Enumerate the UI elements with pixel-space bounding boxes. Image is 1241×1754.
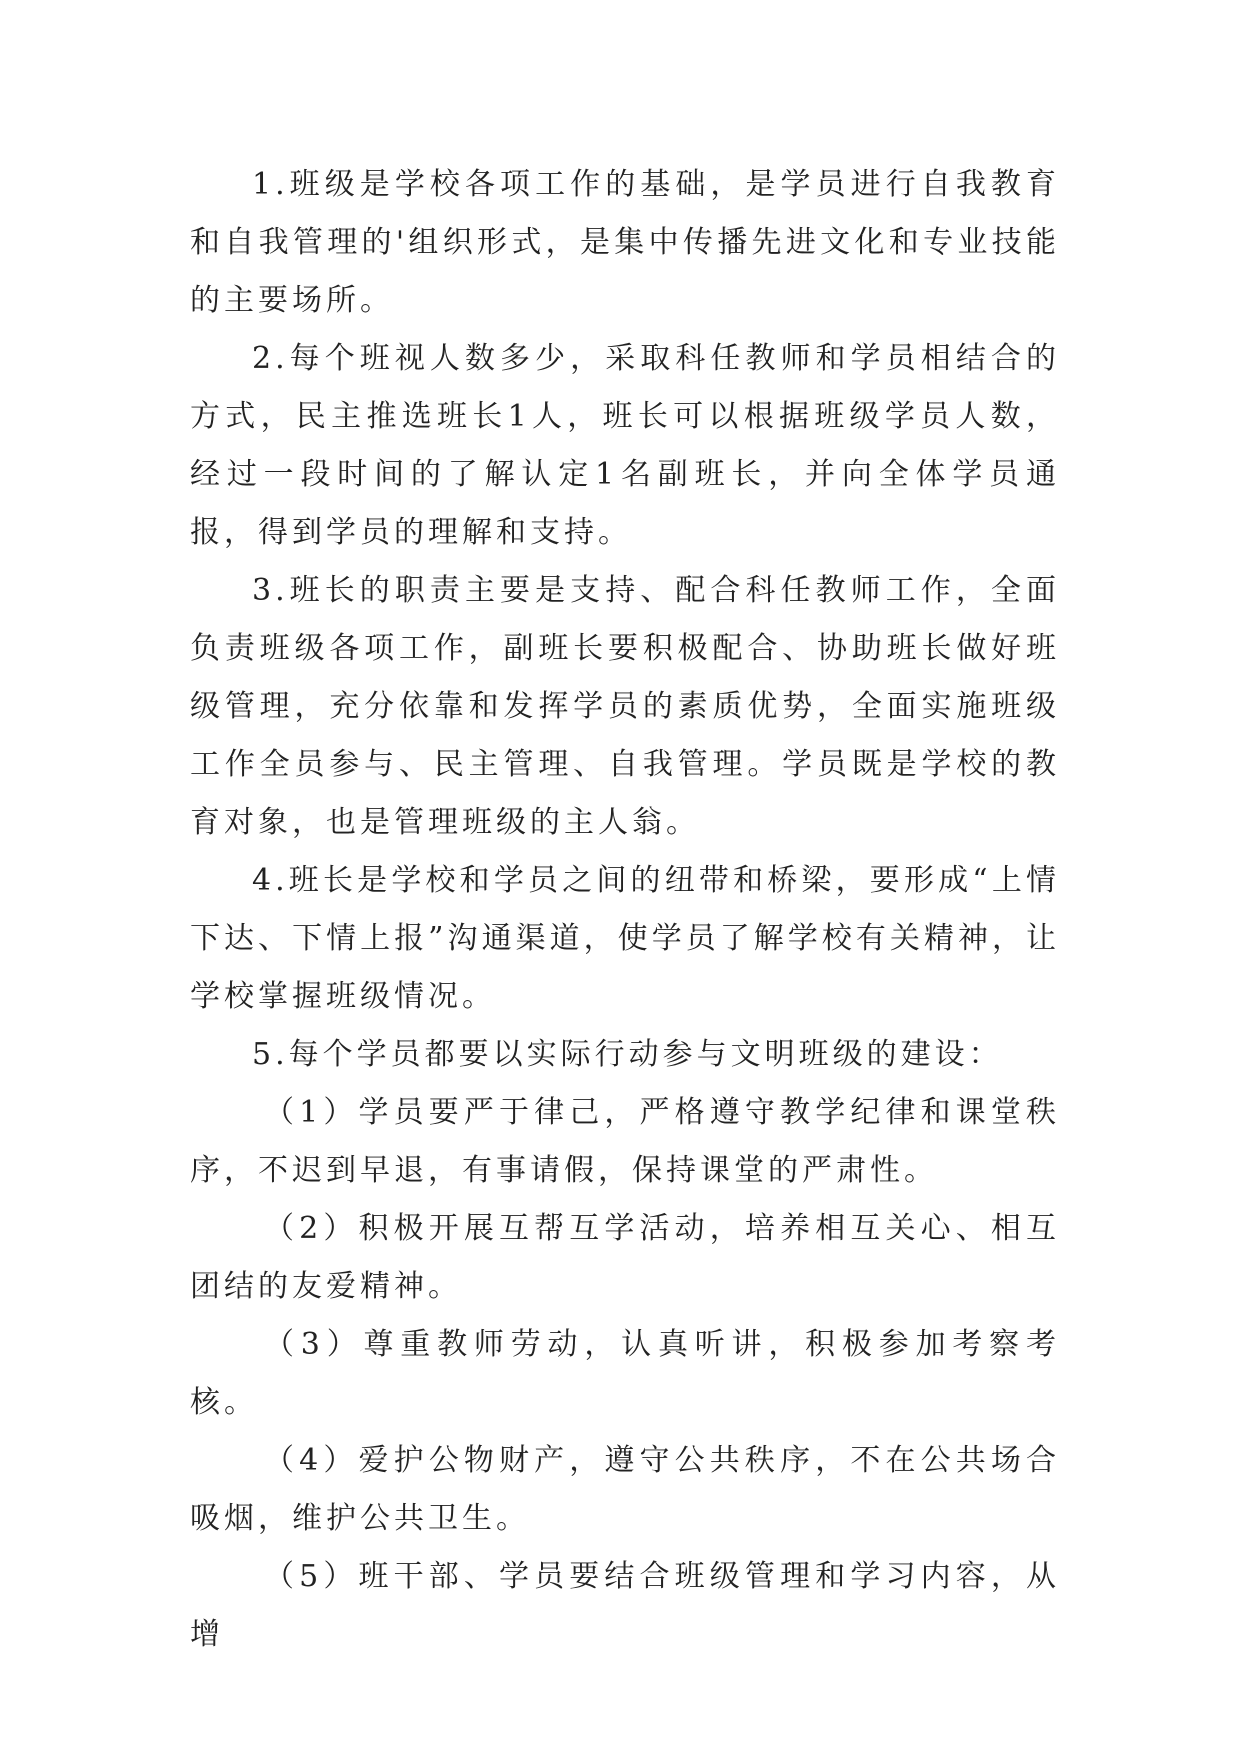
document-body xyxy=(190,156,1060,1664)
paragraph-9: （4）爱护公物财产，遵守公共秩序，不在公共场合吸烟，维护公共卫生。 xyxy=(190,1443,1060,1536)
paragraph-5: 5.每个学员都要以实际行动参与文明班级的建设： xyxy=(252,1037,1003,1072)
paragraph-1: 1.班级是学校各项工作的基础，是学员进行自我教育和自我管理的'组织形式，是集中传播先进文化和专业技能的主要场所。 xyxy=(190,167,1060,318)
paragraph-3: 3.班长的职责主要是支持、配合科任教师工作，全面负责班级各项工作，副班长要积极配合、协助班长做好班级管理，充分依靠和发挥学员的素质优势，全面实施班级工作全员参与、民主管理、自我管理。学员既是学校的教育对象，也是管理班级的主人翁。 xyxy=(190,573,1060,840)
paragraph-7: （2）积极开展互帮互学活动，培养相互关心、相互团结的友爱精神。 xyxy=(190,1211,1060,1304)
paragraph-4: 4.班长是学校和学员之间的纽带和桥梁，要形成“上情下达、下情上报”沟通渠道，使学员了解学校有关精神，让学校掌握班级情况。 xyxy=(190,863,1060,1014)
paragraph-8: （3）尊重教师劳动，认真听讲，积极参加考察考核。 xyxy=(190,1327,1060,1420)
paragraph-2: 2.每个班视人数多少，采取科任教师和学员相结合的方式，民主推选班长1人，班长可以根据班级学员人数，经过一段时间的了解认定1名副班长，并向全体学员通报，得到学员的理解和支持。 xyxy=(190,341,1060,550)
paragraph-6: （1）学员要严于律己，严格遵守教学纪律和课堂秩序，不迟到早退，有事请假，保持课堂的严肃性。 xyxy=(190,1095,1060,1188)
paragraph-10: （5）班干部、学员要结合班级管理和学习内容，从增 xyxy=(190,1559,1060,1652)
